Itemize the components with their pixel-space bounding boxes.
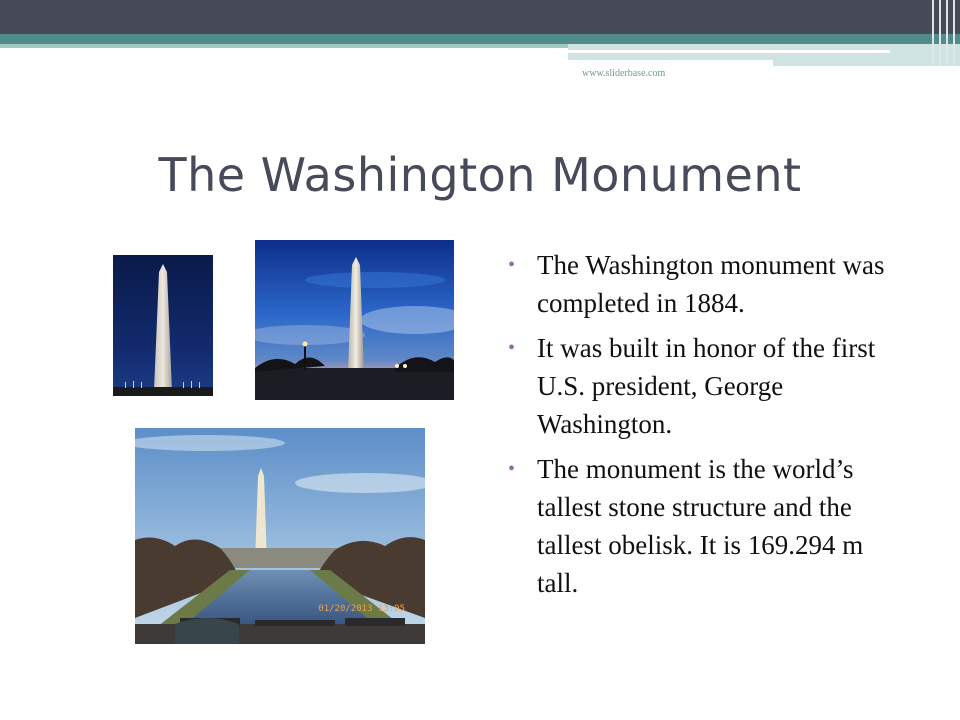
slide-title: The Washington Monument bbox=[158, 148, 802, 202]
header-stripes bbox=[928, 0, 960, 66]
header-line bbox=[568, 60, 773, 66]
watermark-link[interactable]: www.sliderbase.com bbox=[582, 68, 666, 79]
photo-timestamp: 01/20/2013 13:05 bbox=[318, 604, 405, 614]
bullet-dot-icon: • bbox=[508, 458, 516, 480]
monument-reflecting-pool-photo bbox=[135, 428, 425, 644]
header-line bbox=[568, 50, 890, 53]
monument-dusk-photo bbox=[255, 240, 454, 400]
bullet-list bbox=[508, 246, 908, 609]
header-band-light bbox=[0, 44, 568, 48]
header-band-dark bbox=[0, 0, 960, 34]
bullet-item bbox=[508, 246, 908, 322]
header-band-teal bbox=[0, 34, 960, 44]
bullet-item bbox=[508, 329, 908, 443]
bullet-item bbox=[508, 450, 908, 602]
bullet-dot-icon: • bbox=[508, 254, 516, 276]
bullet-dot-icon: • bbox=[508, 337, 516, 359]
bullet-text: The monument is the world’s tallest stone structure and the tallest obelisk. It is 169.294 m tall. bbox=[537, 454, 864, 598]
bullet-text: It was built in honor of the first U.S. president, George Washington. bbox=[537, 333, 876, 439]
bullet-text: The Washington monument was completed in 1884. bbox=[537, 250, 885, 318]
monument-night-photo bbox=[113, 255, 213, 396]
